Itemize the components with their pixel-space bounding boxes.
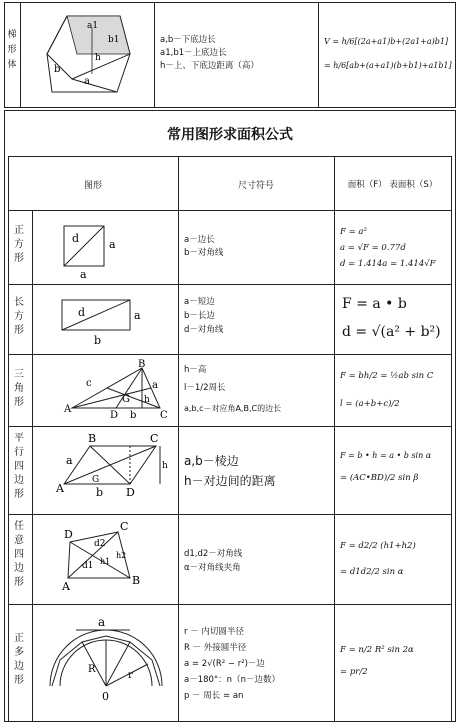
polygon-label-a: a	[98, 615, 106, 629]
triangle-desc-3: a,b,c－对应角A,B,C的边长	[184, 404, 282, 413]
rectangle-label-d: d	[78, 306, 86, 319]
frustum-label-a: a	[84, 76, 90, 87]
row-label-rectangle: 长方形	[14, 297, 24, 336]
polygon-formula-1: F = n/2 R² sin 2α	[340, 645, 414, 655]
triangle-desc-2: l－1/2周长	[184, 383, 226, 393]
top-desc-3: h－上、下底边距离（高）	[160, 61, 259, 71]
top-row-label: 梯形体	[7, 30, 17, 70]
polygon-formula-2: = pr/2	[340, 667, 368, 677]
rectangle-formula-2: d = √(a² + b²)	[342, 324, 441, 340]
parallelogram-label-C: C	[150, 432, 159, 445]
quad-label-d1: d1	[82, 561, 94, 571]
polygon-label-R: R	[88, 664, 96, 675]
parallelogram-desc-1: a,b－棱边	[184, 454, 239, 468]
header-col-symbols: 尺寸符号	[237, 181, 274, 191]
parallelogram-formula-1: F = b • h = a • b sin α	[340, 451, 432, 460]
regular-polygon-diagram	[34, 606, 176, 720]
triangle-desc-1: h－高	[184, 365, 207, 375]
quad-label-D: D	[64, 528, 73, 541]
parallelogram-label-A: A	[56, 482, 64, 495]
quad-label-A: A	[62, 580, 70, 593]
top-formula-1: V = h/6[(2a+a1)b+(2a1+a)b1]	[324, 37, 449, 46]
row-label-parallelogram: 平行四边形	[14, 433, 24, 500]
polygon-label-0: 0	[102, 690, 109, 703]
triangle-formula-2: l = (a+b+c)/2	[340, 399, 400, 409]
quad-label-B: B	[132, 574, 141, 587]
square-formula-2: a = √F = 0.77d	[340, 243, 406, 253]
frustum-label-a1: a1	[87, 21, 99, 31]
table-title: 常用图形求面积公式	[167, 127, 293, 143]
quad-formula-2: = d1d2/2 sin α	[340, 567, 404, 577]
polygon-label-r: r	[128, 670, 133, 681]
row-label-triangle: 三角形	[14, 369, 24, 408]
square-formula-3: d = 1.414a = 1.414√F	[340, 259, 436, 269]
frustum-diagram	[22, 4, 152, 106]
rectangle-desc-3: d－对角线	[184, 325, 224, 335]
square-desc-1: a－边长	[184, 235, 215, 245]
triangle-label-C: C	[160, 410, 168, 421]
polygon-desc-1: r － 内切圆半径	[184, 627, 244, 637]
triangle-label-B: B	[138, 359, 146, 370]
triangle-label-b: b	[130, 410, 137, 421]
top-desc-1: a,b－下底边长	[160, 35, 216, 45]
triangle-label-D: D	[110, 410, 119, 421]
quad-desc-2: α－对角线夹角	[184, 563, 241, 573]
quad-label-h2: h2	[116, 551, 127, 560]
row-label-quadrilateral: 任意四边形	[14, 521, 24, 588]
parallelogram-label-G: G	[92, 475, 100, 485]
parallelogram-label-D: D	[126, 486, 135, 499]
parallelogram-label-h: h	[162, 461, 168, 471]
parallelogram-label-B: B	[88, 432, 97, 445]
parallelogram-label-a: a	[66, 454, 73, 467]
rectangle-formula-1: F = a • b	[342, 296, 407, 312]
square-diagram	[34, 212, 176, 282]
polygon-desc-2: R － 外接圆半径	[184, 643, 247, 653]
quadrilateral-diagram	[34, 516, 176, 602]
top-desc-2: a1,b1－上底边长	[160, 48, 227, 58]
row-label-square: 正方形	[14, 225, 24, 264]
quad-desc-1: d1,d2－对角线	[184, 549, 243, 559]
triangle-label-h: h	[144, 395, 150, 405]
quad-formula-1: F = d2/2 (h1+h2)	[340, 541, 416, 551]
triangle-label-G: G	[122, 394, 130, 405]
parallelogram-formula-2: = (AC•BD)/2 sin β	[340, 473, 419, 483]
quad-label-C: C	[120, 520, 129, 533]
rectangle-desc-2: b－长边	[184, 311, 215, 321]
parallelogram-desc-2: h－对边间的距离	[184, 474, 276, 488]
triangle-formula-1: F = bh/2 = ½ab sin C	[340, 371, 434, 381]
polygon-desc-4: a－180°：n（n－边数）	[184, 675, 280, 685]
row-label-regular-polygon: 正多边形	[14, 633, 24, 686]
polygon-desc-5: p － 周长 = an	[184, 691, 244, 701]
parallelogram-label-b: b	[96, 486, 104, 499]
header-col-figure: 图形	[83, 181, 102, 191]
triangle-label-a: a	[152, 380, 158, 391]
triangle-diagram	[34, 356, 176, 424]
frustum-label-b: b	[54, 64, 61, 75]
rectangle-desc-1: a－短边	[184, 297, 215, 307]
header-col-area: 面积（F） 表面积（S）	[347, 180, 438, 190]
rectangle-label-b: b	[94, 334, 102, 347]
quad-label-h1: h1	[100, 557, 111, 566]
square-label-a-right: a	[109, 238, 116, 251]
frustum-label-b1: b1	[108, 35, 120, 45]
square-label-a-bottom: a	[80, 268, 87, 281]
polygon-desc-3: a = 2√(R² − r²)－边	[184, 659, 265, 669]
frustum-label-h: h	[95, 53, 101, 63]
square-formula-1: F = a²	[340, 227, 367, 237]
rectangle-label-a: a	[134, 309, 141, 322]
quad-label-d2: d2	[94, 539, 106, 549]
parallelogram-diagram	[34, 428, 176, 512]
square-desc-2: b－对角线	[184, 248, 224, 258]
triangle-label-c: c	[86, 378, 92, 389]
triangle-label-A: A	[64, 404, 72, 415]
rectangle-diagram	[34, 286, 176, 352]
square-label-d: d	[72, 232, 80, 245]
top-formula-2: = h/6[ab+(a+a1)(b+b1)+a1b1]	[324, 61, 452, 70]
